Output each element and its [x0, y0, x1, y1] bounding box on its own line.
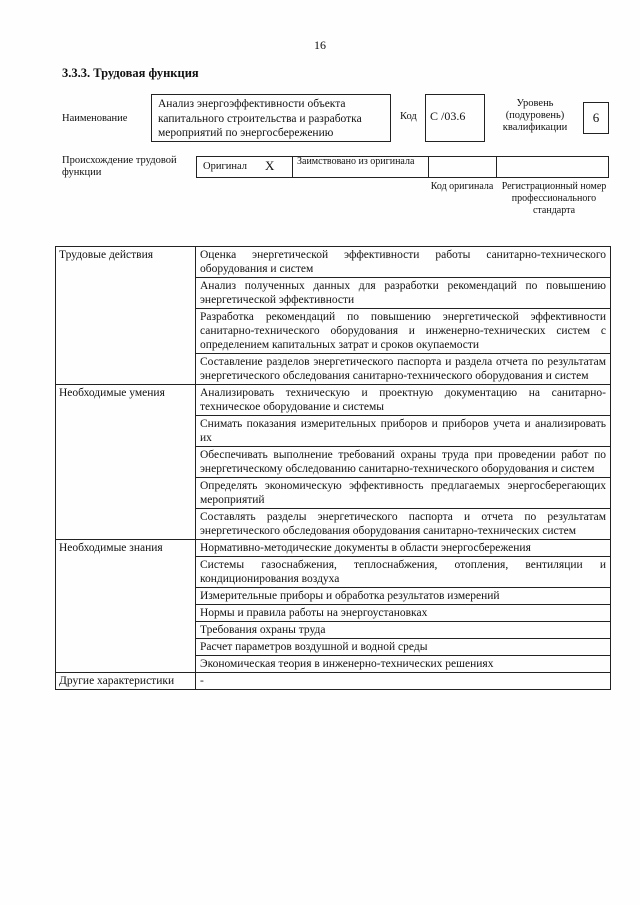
borrowed-label: Заимствовано из оригинала: [297, 156, 415, 167]
table-row: [56, 673, 611, 690]
level-value: 6: [592, 110, 600, 125]
table-cell: Снимать показания измерительных приборов и приборов учета и анализировать их: [196, 416, 611, 447]
table-cell: Требования охраны труда: [196, 622, 611, 639]
table-cell: Составление разделов энергетического паспорта и раздела отчета по результатам энергетического обследования санитарно-технического оборудования и систем: [196, 354, 611, 385]
table-cell: Разработка рекомендаций по повышению энергетической эффективности санитарно-технического оборудования и инженерно-технических систем с определением капитальных затрат и сроков окупаемости: [196, 309, 611, 354]
labor-function-table: [55, 246, 611, 690]
table-cell: -: [196, 673, 611, 690]
name-label: Наименование: [62, 113, 128, 124]
category-cell: Другие характеристики: [56, 673, 196, 690]
category-cell: Трудовые действия: [56, 247, 196, 385]
table-cell: Анализировать техническую и проектную документацию на санитарно-техническое оборудование и системы: [196, 385, 611, 416]
original-mark: X: [265, 158, 275, 173]
table-cell: Оценка энергетической эффективности работы санитарно-технического оборудования и систем: [196, 247, 611, 278]
table-cell: Обеспечивать выполнение требований охраны труда при проведении работ по энергетическому обследованию санитарно-технического оборудования и систем: [196, 447, 611, 478]
table-row: [56, 540, 611, 557]
function-name-box: [151, 94, 391, 142]
code-box: [425, 94, 485, 142]
table-cell: Расчет параметров воздушной и водной среды: [196, 639, 611, 656]
original-label: Оригинал: [203, 161, 247, 172]
level-label: Уровень (подуровень) квалификации: [502, 98, 568, 133]
section-title: 3.3.3. Трудовая функция: [62, 66, 199, 80]
code-value: С /03.6: [430, 109, 466, 123]
page-number: 16: [314, 38, 326, 52]
code-label: Код: [400, 111, 417, 122]
table-row: [56, 247, 611, 278]
table-cell: Экономическая теория в инженерно-технических решениях: [196, 656, 611, 673]
table-cell: Нормы и правила работы на энергоустановках: [196, 605, 611, 622]
function-name-value: Анализ энергоэффективности объекта капитального строительства и разработка мероприятий по энергосбережению: [158, 98, 362, 139]
origin-row: [196, 156, 609, 178]
table-cell: Нормативно-методические документы в области энергосбережения: [196, 540, 611, 557]
origin-code-cell: [429, 157, 497, 177]
level-box: [583, 102, 609, 134]
borrowed-cell: [293, 157, 429, 177]
table-cell: Анализ полученных данных для разработки рекомендаций по повышению энергетической эффективности: [196, 278, 611, 309]
origin-code-caption: Код оригинала: [430, 181, 494, 192]
registration-number-cell: [497, 157, 608, 177]
table-cell: Измерительные приборы и обработка результатов измерений: [196, 588, 611, 605]
table-cell: Определять экономическую эффективность предлагаемых энергосберегающих мероприятий: [196, 478, 611, 509]
origin-label: Происхождение трудовой функции: [62, 155, 177, 178]
table-cell: Системы газоснабжения, теплоснабжения, отопления, вентиляции и кондиционирования воздуха: [196, 557, 611, 588]
category-cell: Необходимые умения: [56, 385, 196, 540]
category-cell: Необходимые знания: [56, 540, 196, 673]
table-row: [56, 385, 611, 416]
table-cell: Составлять разделы энергетического паспорта и отчета по результатам энергетического обследования оборудования санитарно-технических систем: [196, 509, 611, 540]
original-cell: [197, 157, 293, 177]
registration-caption: Регистрационный номер профессионального стандарта: [501, 181, 607, 216]
